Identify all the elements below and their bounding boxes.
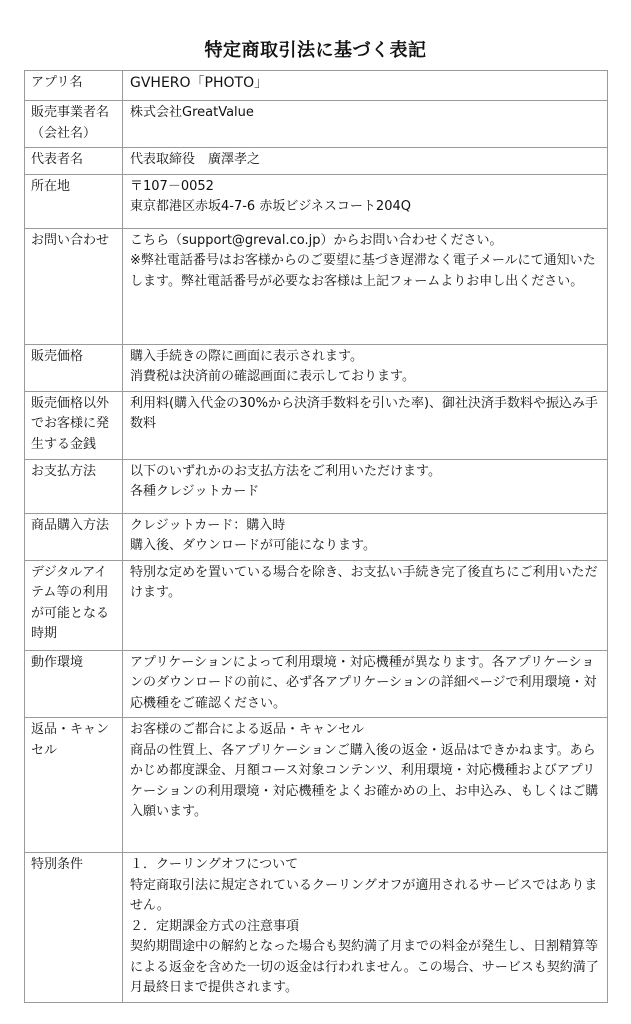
row-label bbox=[25, 148, 123, 175]
row-label bbox=[25, 391, 123, 459]
value-text: こちら（support@greval.co.jp）からお問い合わせください。 bbox=[130, 232, 503, 248]
label-text: 返品・キャンセル bbox=[31, 722, 110, 758]
value-text: 利用料(購入代金の30%から決済手数料を引いた率)、御社決済手数料や振込み手数料 bbox=[130, 395, 599, 431]
label-text: 動作環境 bbox=[31, 654, 84, 670]
row-value bbox=[123, 391, 608, 459]
label-text: 所在地 bbox=[31, 178, 71, 194]
label-text: （会社名） bbox=[31, 125, 97, 141]
row-value bbox=[123, 718, 608, 853]
label-text: 特別条件 bbox=[31, 857, 84, 872]
table-row bbox=[25, 853, 608, 1003]
label-text: 代表者名 bbox=[31, 152, 84, 167]
table-row bbox=[25, 228, 608, 344]
row-value bbox=[123, 174, 608, 228]
value-text: ※弊社電話番号はお客様からのご要望に基づき遅滞なく電子メールにて通知いたします。弊社電話番号が必要なお客様は上記フォームよりお申し出ください。 bbox=[130, 253, 596, 289]
row-label bbox=[25, 174, 123, 228]
row-label bbox=[25, 650, 123, 718]
row-value bbox=[123, 560, 608, 650]
table-row bbox=[25, 513, 608, 560]
row-label bbox=[25, 101, 123, 148]
page-title: 特定商取引法に基づく表記 bbox=[204, 40, 427, 61]
row-value bbox=[123, 71, 608, 101]
value-text: １．クーリングオフについて bbox=[130, 857, 299, 872]
row-value bbox=[123, 513, 608, 560]
value-text: ２．定期課金方式の注意事項 bbox=[130, 918, 300, 934]
label-text: お問い合わせ bbox=[31, 232, 110, 248]
value-text: 株式会社GreatValue bbox=[130, 105, 254, 120]
value-text: 代表取締役 廣澤孝之 bbox=[130, 152, 261, 167]
value-text: GVHERO「PHOTO」 bbox=[130, 75, 269, 91]
row-label bbox=[25, 718, 123, 853]
table-row bbox=[25, 344, 608, 391]
table-row bbox=[25, 101, 608, 148]
row-value bbox=[123, 344, 608, 391]
label-text: 商品購入方法 bbox=[31, 517, 110, 533]
table-row bbox=[25, 391, 608, 459]
row-label bbox=[25, 853, 123, 1003]
value-text: 消費税は決済前の確認画面に表示しております。 bbox=[130, 369, 415, 384]
label-text: お支払方法 bbox=[31, 463, 97, 479]
value-text: 〒107－0052 bbox=[130, 178, 214, 194]
label-text: アプリ名 bbox=[31, 75, 83, 90]
table-row bbox=[25, 650, 608, 718]
value-text: 以下のいずれかのお支払方法をご利用いただけます。 bbox=[130, 463, 441, 479]
row-label bbox=[25, 513, 123, 560]
row-value bbox=[123, 459, 608, 513]
label-text: デジタルアイテム等の利用が可能となる時期 bbox=[31, 564, 110, 641]
value-text: 購入後、ダウンロードが可能になります。 bbox=[130, 538, 376, 553]
value-text: お客様のご都合による返品・キャンセル bbox=[130, 722, 365, 737]
row-label bbox=[25, 560, 123, 650]
value-text: クレジットカード：購入時 bbox=[130, 517, 286, 533]
value-text: アプリケーションによって利用環境・対応機種が異なります。各アプリケーションのダウンロードの前に、必ず各アプリケーションの詳細ページで利用環境・対応機種をご確認ください。 bbox=[130, 654, 597, 711]
value-text: 商品の性質上、各アプリケーションご購入後の返金・返品はできかねます。あらかじめ都度課金、月額コース対象コンテンツ、利用環境・対応機種およびアプリケーションの利用環境・対応機種をよくお確かめの上、お申込み、もしくはご購入願います。 bbox=[130, 742, 599, 819]
row-label bbox=[25, 344, 123, 391]
label-text: 販売価格 bbox=[31, 348, 84, 364]
value-text: 特別な定めを置いている場合を除き、お支払い手続き完了後直ちにご利用いただけます。 bbox=[130, 564, 598, 600]
label-text: 販売価格以外でお客様に発生する金銭 bbox=[31, 395, 110, 452]
table-row bbox=[25, 71, 608, 101]
value-text: 各種クレジットカード bbox=[130, 484, 260, 499]
legal-notice-table bbox=[24, 70, 608, 1003]
value-text: 特定商取引法に規定されているクーリングオフが適用されるサービスではありません。 bbox=[130, 877, 598, 913]
table-row bbox=[25, 718, 608, 853]
row-value bbox=[123, 228, 608, 344]
row-value bbox=[123, 148, 608, 175]
row-value bbox=[123, 101, 608, 148]
label-text: 販売事業者名 bbox=[31, 105, 110, 120]
value-text: 東京都港区赤坂4-7-6 赤坂ビジネスコート204Q bbox=[130, 199, 411, 214]
table-row bbox=[25, 459, 608, 513]
row-label bbox=[25, 459, 123, 513]
row-label bbox=[25, 71, 123, 101]
row-value bbox=[123, 853, 608, 1003]
table-row bbox=[25, 148, 608, 175]
table-row bbox=[25, 560, 608, 650]
row-label bbox=[25, 228, 123, 344]
value-text: 契約期間途中の解約となった場合も契約満了月までの料金が発生し、日割精算等による返金を含めた一切の返金は行われません。この場合、サービスも契約満了月最終日まで提供されます。 bbox=[130, 939, 599, 995]
row-value bbox=[123, 650, 608, 718]
value-text: 購入手続きの際に画面に表示されます。 bbox=[130, 348, 363, 364]
table-row bbox=[25, 174, 608, 228]
